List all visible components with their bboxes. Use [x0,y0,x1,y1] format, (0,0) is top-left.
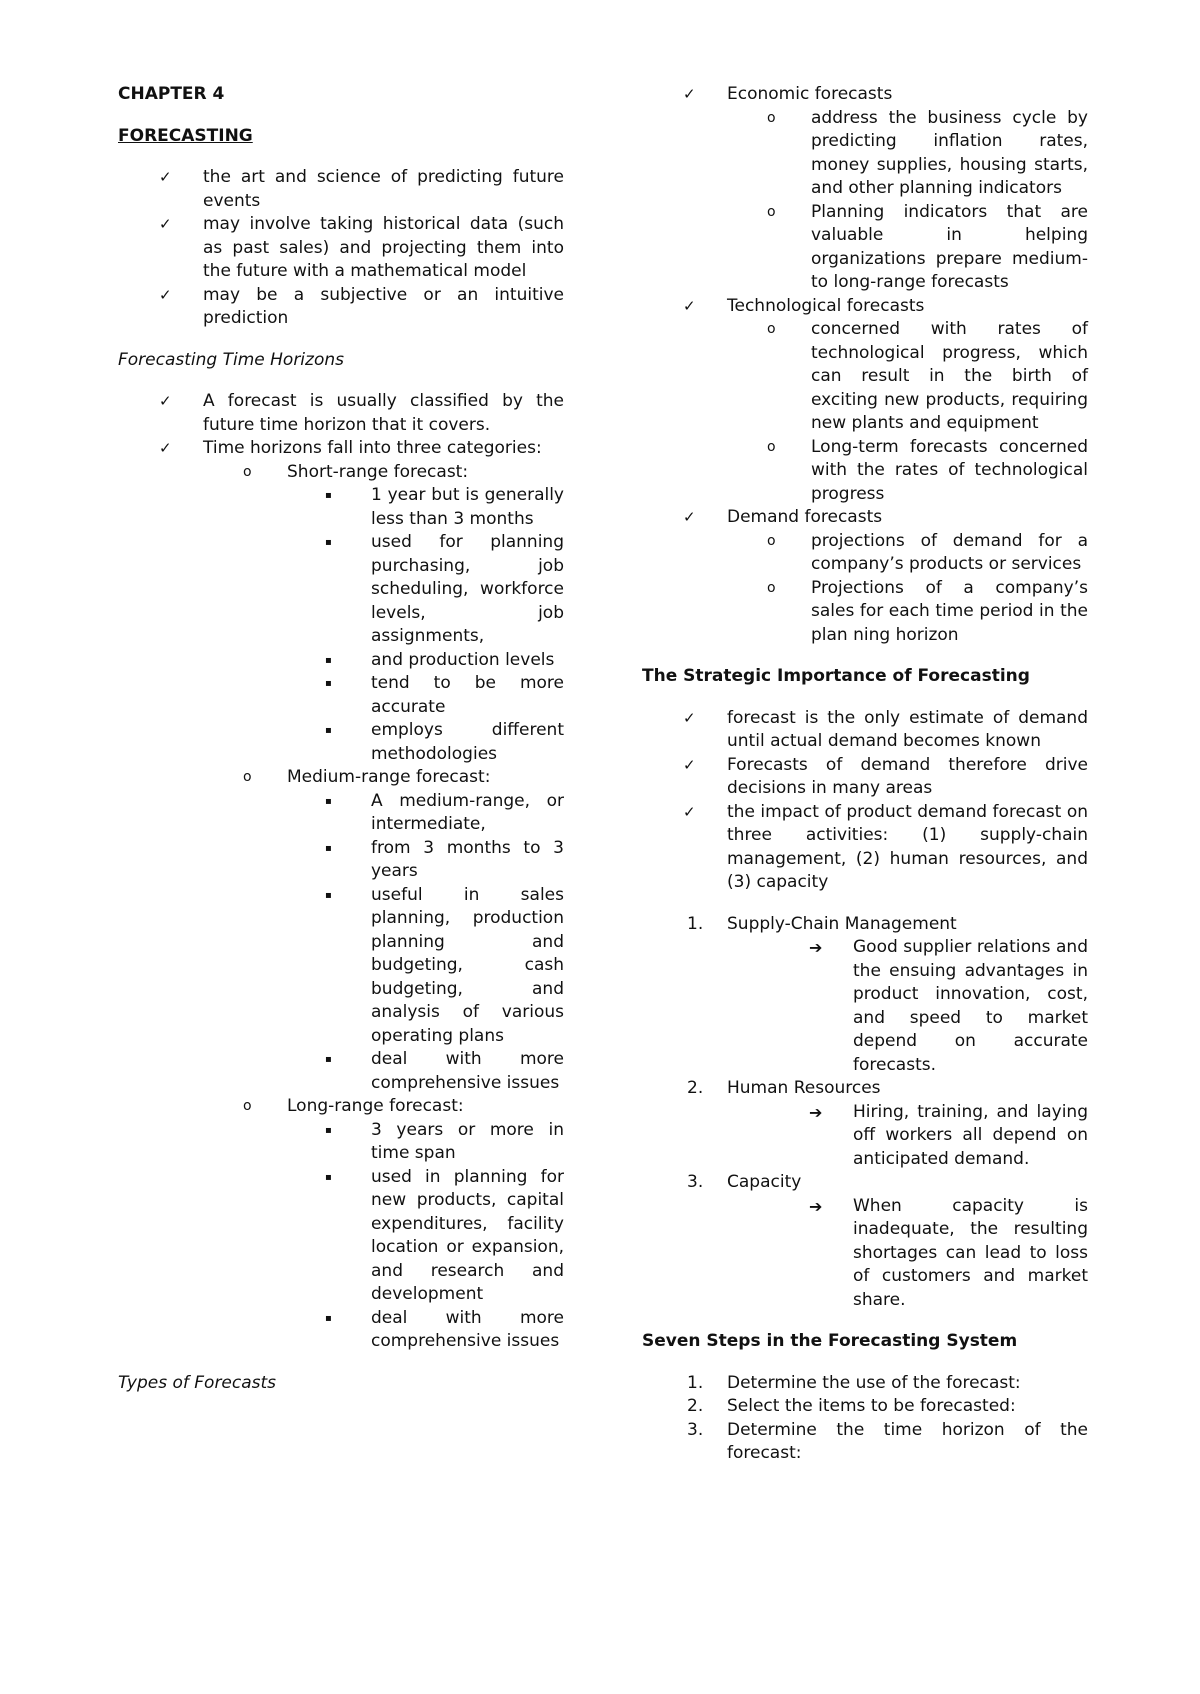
intro-item: ✓ may involve taking historical data (such as past sales) and projecting them into the future with a mathematical model [159,214,564,281]
activity-item: 2. Human Resources [687,1078,881,1098]
checkmark-icon: ✓ [683,802,696,821]
activity-item: 3. Capacity [687,1172,802,1192]
checkmark-icon: ✓ [683,296,696,315]
square-bullet-icon: ▪ [325,490,332,501]
forecast-types-list [642,83,1088,647]
long-range-label: o Long-range forecast: [118,1095,564,1119]
medium-range-item: ▪ A medium-range, or intermediate, [325,790,564,834]
medium-range-item: ▪ useful in sales planning, production planning and budgeting, cash budgeting, and analysis of various operating plans [325,884,564,1046]
square-bullet-icon: ▪ [325,1124,332,1136]
checkmark-icon: ✓ [159,215,172,233]
chapter-title: FORECASTING [118,125,253,146]
circle-bullet-icon: o [767,532,776,549]
circle-bullet-icon: o [767,109,776,126]
checkmark-icon: ✓ [683,708,696,727]
checkmark-icon: ✓ [159,168,172,186]
strategic-heading: The Strategic Importance of Forecasting [642,666,1030,686]
checkmark-icon: ✓ [683,755,696,774]
long-range-item: ▪ used in planning for new products, capital expenditures, facility location or expansion, and research and development [325,1166,564,1304]
strategic-item: ✓ Forecasts of demand therefore drive decisions in many areas [683,754,1088,798]
square-bullet-icon: ▪ [325,725,332,736]
circle-bullet-icon: o [243,769,252,785]
short-range-item: ▪ tend to be more accurate [325,673,564,717]
step-item: 3. Determine the time horizon of the forecast: [687,1419,1088,1463]
short-range-item: ▪ employs different methodologies [325,720,564,764]
step-item: 1. Determine the use of the forecast: [687,1372,1021,1393]
right-column [642,83,1088,1466]
checkmark-icon: ✓ [683,85,696,103]
technological-forecasts-item: o concerned with rates of technological progress, which can result in the birth of exciting new products, requiring new plants and equipment [767,319,1088,433]
economic-forecasts-label: ✓ Economic forecasts [642,83,1088,107]
horizons-item: ✓ A forecast is usually classified by the future time horizon that it covers. [159,391,564,435]
activity-item: 1. Supply-Chain Management [687,913,957,934]
activity-detail: ➔ Hiring, training, and laying off workers all depend on anticipated demand. [809,1101,1088,1169]
short-range-item: ▪ and production levels [118,649,564,673]
activities-list [642,913,1088,1313]
economic-forecasts-item: o Planning indicators that are valuable in helping organizations prepare medium- to long-range forecasts [767,201,1088,292]
square-bullet-icon: ▪ [325,1171,332,1183]
left-column [118,83,564,1395]
checkmark-icon: ✓ [683,508,696,526]
strategic-list [642,707,1088,895]
square-bullet-icon: ▪ [325,889,332,901]
horizons-heading: Forecasting Time Horizons [118,349,344,370]
square-bullet-icon: ▪ [325,1312,332,1324]
activity-detail: ➔ When capacity is inadequate, the resulting shortages can lead to loss of customers and market share. [809,1195,1088,1310]
steps-list [642,1372,1088,1466]
checkmark-icon: ✓ [159,392,172,410]
demand-forecasts-label: ✓ Demand forecasts [642,506,1088,530]
demand-forecasts-item: o Projections of a company’s sales for each time period in the plan ning horizon [767,577,1088,645]
circle-bullet-icon: o [767,579,776,596]
circle-bullet-icon: o [243,1098,252,1114]
step-item: 2. Select the items to be forecasted: [687,1396,1016,1416]
arrow-right-icon: ➔ [809,938,823,957]
technological-forecasts-label: ✓ Technological forecasts [642,295,1088,319]
strategic-item: ✓ forecast is the only estimate of demand until actual demand becomes known [683,707,1088,751]
checkmark-icon: ✓ [159,439,172,457]
horizons-item: ✓ Time horizons fall into three categories: [118,437,564,461]
square-bullet-icon: ▪ [325,654,332,666]
arrow-right-icon: ➔ [809,1196,823,1216]
circle-bullet-icon: o [767,203,776,220]
activity-detail: ➔ Good supplier relations and the ensuing advantages in product innovation, cost, and speed to market depend on accurate forecasts. [809,937,1088,1075]
square-bullet-icon: ▪ [325,537,332,548]
circle-bullet-icon: o [243,463,252,480]
medium-range-item: ▪ from 3 months to 3 years [325,837,564,881]
short-range-item: ▪ 1 year but is generally less than 3 months [325,485,564,529]
short-range-item: ▪ used for planning purchasing, job scheduling, workforce levels, job assignments, [325,532,564,646]
square-bullet-icon: ▪ [325,842,332,854]
chapter-label: CHAPTER 4 [118,84,225,104]
steps-heading: Seven Steps in the Forecasting System [642,1331,1018,1351]
types-heading: Types of Forecasts [118,1372,277,1393]
horizons-list [118,390,564,1354]
technological-forecasts-item: o Long-term forecasts concerned with the rates of technological progress [767,436,1088,504]
circle-bullet-icon: o [767,438,776,455]
medium-range-label: o Medium-range forecast: [118,766,564,790]
economic-forecasts-item: o address the business cycle by predicting inflation rates, money supplies, housing starts, and other planning indicators [767,107,1088,198]
intro-list [118,166,564,331]
medium-range-item: ▪ deal with more comprehensive issues [325,1049,564,1093]
long-range-item: ▪ deal with more comprehensive issues [325,1307,564,1351]
intro-item: ✓ the art and science of predicting future events [159,167,564,211]
square-bullet-icon: ▪ [325,678,332,689]
long-range-item: ▪ 3 years or more in time span [325,1119,564,1163]
strategic-item: ✓ the impact of product demand forecast on three activities: (1) supply-chain management, (2) human resources, and (3) capacity [683,801,1088,892]
square-bullet-icon: ▪ [325,1054,332,1065]
checkmark-icon: ✓ [159,285,172,304]
arrow-right-icon: ➔ [809,1102,823,1122]
short-range-label: o Short-range forecast: [118,461,564,485]
square-bullet-icon: ▪ [325,795,332,807]
demand-forecasts-item: o projections of demand for a company’s products or services [767,530,1088,574]
intro-item: ✓ may be a subjective or an intuitive prediction [159,284,564,328]
circle-bullet-icon: o [767,321,776,337]
